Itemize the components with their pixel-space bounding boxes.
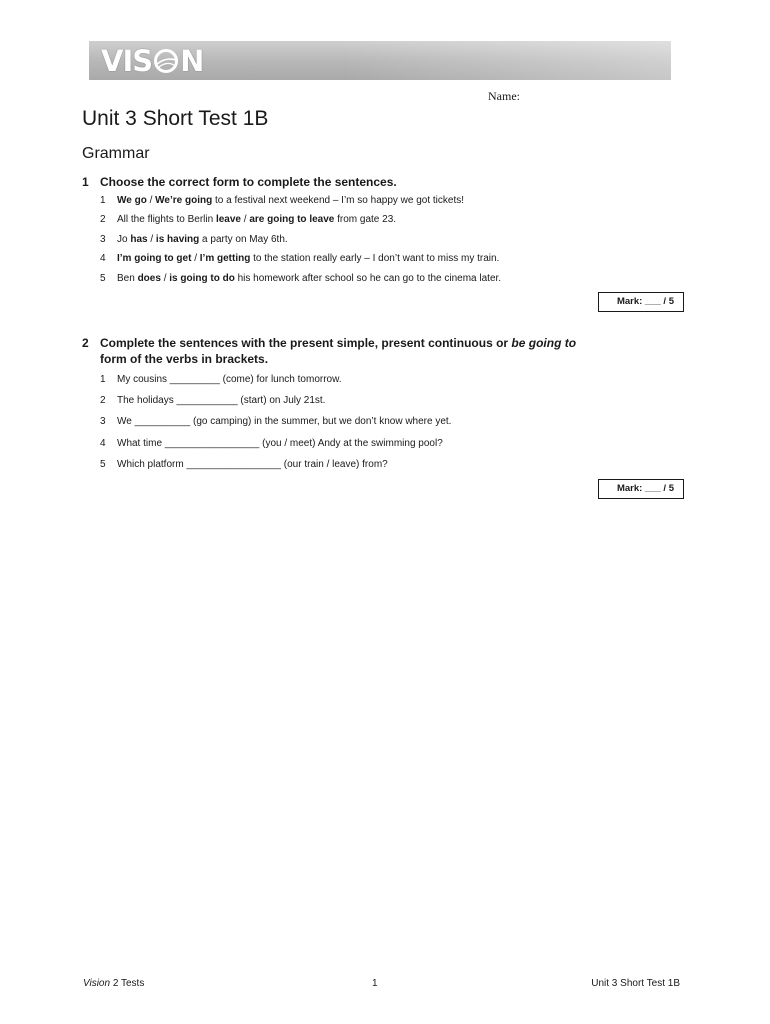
item-number: 5 <box>100 459 106 470</box>
sentence-end: a party on May 6th. <box>199 234 288 245</box>
page-number: 1 <box>372 978 378 989</box>
item-number: 1 <box>100 195 106 206</box>
name-field-label: Name: <box>488 89 520 103</box>
sentence-end: his homework after school so he can go to the cinema later. <box>234 273 502 284</box>
logo-text-start: VIS <box>101 43 153 78</box>
sentence-end: from gate 23. <box>334 214 397 225</box>
item-number: 3 <box>100 416 106 427</box>
option-two: We’re going <box>155 195 213 206</box>
item-number: 5 <box>100 273 106 284</box>
footer-series-rest: 2 Tests <box>110 978 145 989</box>
option-separator: / <box>147 234 156 245</box>
option-two: is going to do <box>169 273 235 284</box>
header-banner <box>89 41 671 80</box>
exercise-2-item-3 <box>100 415 451 428</box>
option-one: leave <box>215 214 241 225</box>
option-separator: / <box>146 195 156 206</box>
option-one: has <box>130 234 148 245</box>
sentence-start: Jo <box>117 234 131 245</box>
footer-left <box>83 978 144 989</box>
exercise-2-item-4 <box>100 437 443 450</box>
exercise-number: 2 <box>82 336 89 350</box>
exercise-1-mark-box[interactable]: Mark: ___ / 5 <box>598 292 684 312</box>
option-two: is having <box>155 234 200 245</box>
item-text: My cousins _________ (come) for lunch tomorrow. <box>117 374 342 385</box>
instruction-emphasis: be going to <box>511 336 577 350</box>
banner-shade <box>341 41 671 80</box>
vision-logo <box>101 43 203 78</box>
option-two: are going to leave <box>249 214 335 225</box>
exercise-2-mark-box[interactable]: Mark: ___ / 5 <box>598 479 684 499</box>
exercise-1-item-4 <box>100 252 499 265</box>
instruction-part-1: Complete the sentences with the present simple, present continuous or <box>100 336 512 350</box>
page-title: Unit 3 Short Test 1B <box>82 107 269 130</box>
footer-series-name: Vision <box>83 978 111 989</box>
option-separator: / <box>240 214 250 225</box>
exercise-instruction <box>100 335 600 367</box>
sentence-end: to the station really early – I don’t want to miss my train. <box>250 253 500 264</box>
sentence-start: Ben <box>117 273 138 284</box>
logo-text-end: N <box>180 43 204 78</box>
item-number: 4 <box>100 253 106 264</box>
section-title: Grammar <box>82 145 150 162</box>
option-separator: / <box>191 253 200 264</box>
exercise-2-item-5 <box>100 458 388 471</box>
exercise-1-item-3 <box>100 233 288 246</box>
footer-right: Unit 3 Short Test 1B <box>591 978 680 989</box>
sentence-start: All the flights to Berlin <box>117 214 216 225</box>
exercise-instruction: Choose the correct form to complete the sentences. <box>100 175 397 189</box>
item-number: 3 <box>100 234 106 245</box>
item-number: 2 <box>100 214 106 225</box>
option-one: We go <box>117 195 147 206</box>
instruction-part-2: form of the verbs in brackets. <box>100 352 269 366</box>
option-two: I’m getting <box>199 253 251 264</box>
item-number: 1 <box>100 374 106 385</box>
exercise-2-item-2 <box>100 394 325 407</box>
sentence-end: to a festival next weekend – I’m so happy we got tickets! <box>212 195 465 206</box>
item-text: Which platform _________________ (our train / leave) from? <box>117 459 388 470</box>
item-number: 2 <box>100 395 106 406</box>
exercise-1-item-1 <box>100 194 464 207</box>
item-number: 4 <box>100 438 106 449</box>
option-one: does <box>137 273 161 284</box>
item-text: The holidays ___________ (start) on July 21st. <box>117 395 326 406</box>
exercise-2-item-1 <box>100 373 342 386</box>
exercise-1-item-2 <box>100 213 396 226</box>
item-text: What time _________________ (you / meet) Andy at the swimming pool? <box>117 438 443 449</box>
option-separator: / <box>160 273 170 284</box>
exercise-number: 1 <box>82 175 89 189</box>
item-text: We __________ (go camping) in the summer, but we don’t know where yet. <box>117 416 452 427</box>
exercise-1-item-5 <box>100 272 501 285</box>
globe-icon <box>153 48 179 74</box>
option-one: I’m going to get <box>117 253 192 264</box>
